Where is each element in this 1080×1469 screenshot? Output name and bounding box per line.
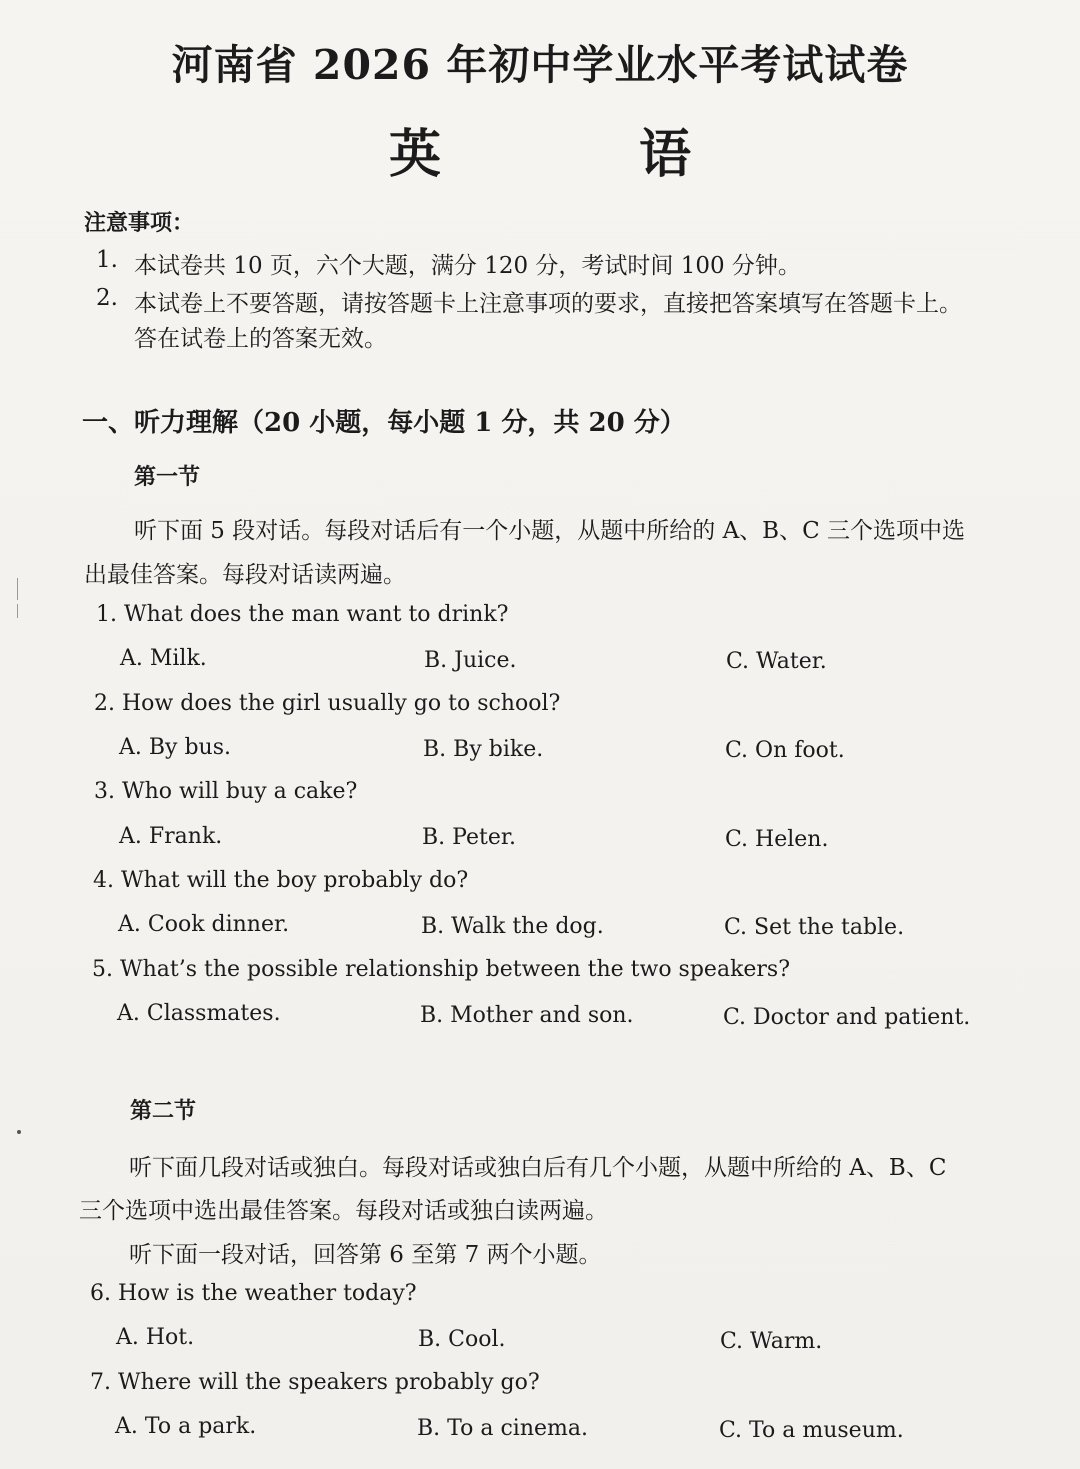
- option-a: A. Cook dinner.: [118, 912, 290, 937]
- option-a: A. Classmates.: [117, 1001, 281, 1026]
- question-text: 5. What’s the possible relationship between the two speakers?: [92, 957, 791, 982]
- margin-mark: [17, 578, 18, 600]
- instruction-line: 听下面 5 段对话。每段对话后有一个小题，从题中所给的 A、B、C 三个选项中选: [134, 518, 965, 544]
- option-c: C. On foot.: [725, 738, 845, 763]
- instruction-line: 出最佳答案。每段对话读两遍。: [84, 562, 406, 588]
- option-c: C. Warm.: [720, 1329, 823, 1354]
- question-text: 7. Where will the speakers probably go?: [90, 1370, 540, 1395]
- question-text: 1. What does the man want to drink?: [96, 602, 509, 627]
- option-b: B. By bike.: [423, 737, 544, 762]
- question-text: 2. How does the girl usually go to school?: [94, 691, 561, 716]
- subject-title: 英 语: [388, 124, 782, 185]
- option-b: B. To a cinema.: [417, 1416, 588, 1441]
- subsection-heading: 第一节: [134, 464, 201, 490]
- exam-title: 河南省 2026 年初中学业水平考试试卷: [171, 41, 909, 89]
- option-a: A. By bus.: [119, 735, 231, 760]
- sub-instruction: 听下面一段对话，回答第 6 至第 7 两个小题。: [129, 1242, 602, 1268]
- option-c: C. To a museum.: [719, 1418, 904, 1443]
- question-text: 6. How is the weather today?: [90, 1281, 417, 1306]
- instruction-line: 三个选项中选出最佳答案。每段对话或独白读两遍。: [79, 1198, 608, 1224]
- option-c: C. Helen.: [725, 827, 829, 852]
- question-text: 4. What will the boy probably do?: [93, 868, 469, 893]
- note-number: 2.: [96, 285, 118, 311]
- option-b: B. Walk the dog.: [421, 914, 604, 939]
- option-b: B. Cool.: [418, 1327, 506, 1352]
- note-text: 本试卷上不要答题，请按答题卡上注意事项的要求，直接把答案填写在答题卡上。: [134, 291, 962, 317]
- option-a: A. Hot.: [116, 1325, 195, 1350]
- note-text: 本试卷共 10 页，六个大题，满分 120 分，考试时间 100 分钟。: [134, 253, 801, 279]
- option-a: A. Frank.: [119, 824, 223, 849]
- instruction-line: 听下面几段对话或独白。每段对话或独白后有几个小题，从题中所给的 A、B、C: [129, 1155, 947, 1181]
- option-a: A. Milk.: [120, 646, 207, 671]
- option-b: B. Mother and son.: [420, 1003, 634, 1028]
- option-a: A. To a park.: [115, 1414, 257, 1439]
- question-text: 3. Who will buy a cake?: [94, 779, 358, 804]
- section-heading: 一、听力理解（20 小题，每小题 1 分，共 20 分）: [82, 408, 686, 438]
- option-c: C. Set the table.: [724, 915, 905, 940]
- subsection-heading: 第二节: [130, 1098, 197, 1124]
- note-number: 1.: [96, 247, 118, 273]
- option-c: C. Doctor and patient.: [723, 1005, 971, 1030]
- option-b: B. Peter.: [422, 825, 516, 850]
- notes-heading: 注意事项：: [84, 210, 195, 236]
- note-text-continued: 答在试卷上的答案无效。: [134, 326, 387, 352]
- option-b: B. Juice.: [424, 648, 517, 673]
- margin-dot: [17, 1130, 21, 1134]
- margin-mark: [17, 604, 18, 618]
- option-c: C. Water.: [726, 649, 827, 674]
